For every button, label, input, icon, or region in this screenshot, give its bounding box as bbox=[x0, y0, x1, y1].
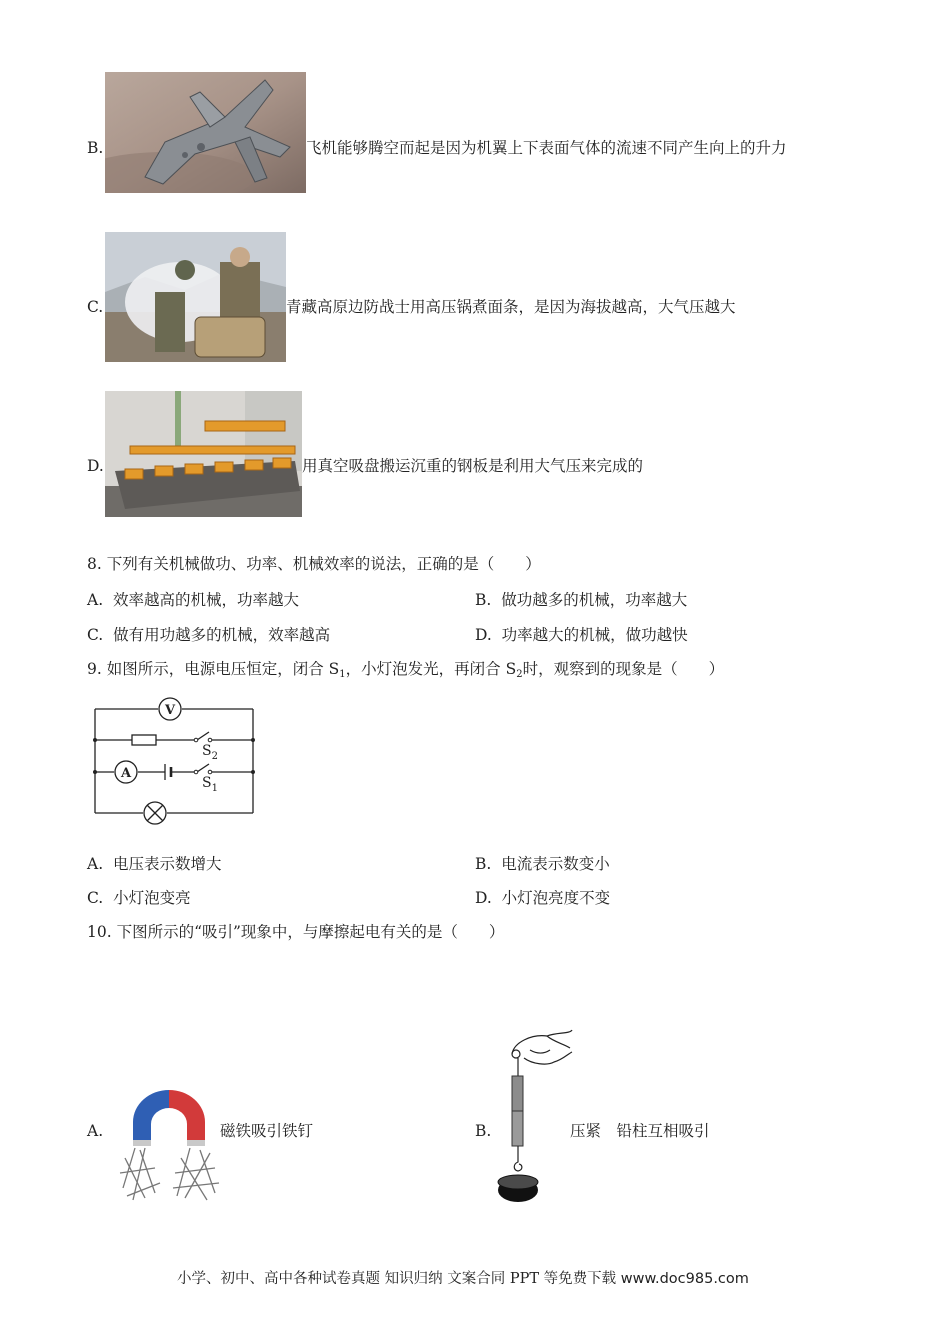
page-footer bbox=[177, 1269, 749, 1289]
q9-stem-part: ，小灯泡发光，再闭合 S bbox=[345, 660, 517, 678]
s2-label: $S_2$ bbox=[202, 743, 218, 762]
option-letter: C. bbox=[87, 889, 104, 907]
option-text: 效率越高的机械，功率越大 bbox=[112, 591, 299, 609]
q8-option-b bbox=[475, 590, 687, 610]
option-letter: A. bbox=[87, 855, 104, 873]
subscript: 2 bbox=[516, 669, 523, 680]
option-letter: A. bbox=[87, 591, 104, 609]
q8-option-a bbox=[87, 590, 299, 610]
option-c-text: 青藏高原边防战士用高压锅煮面条，是因为海拔越高，大气压越大 bbox=[286, 298, 736, 316]
ammeter-label: A bbox=[120, 766, 132, 781]
subscript: 1 bbox=[339, 669, 346, 680]
option-text: 电压表示数增大 bbox=[112, 855, 222, 873]
s1-label: $S_1$ bbox=[202, 775, 218, 794]
footer-url[interactable]: www.doc985.com bbox=[620, 1271, 749, 1287]
option-letter: C. bbox=[87, 626, 104, 644]
q9-stem-part: 9. 如图所示，电源电压恒定，闭合 S bbox=[87, 660, 340, 678]
voltmeter-label: V bbox=[164, 703, 176, 718]
option-d-text: 用真空吸盘搬运沉重的钢板是利用大气压来完成的 bbox=[302, 457, 644, 475]
footer-text: 小学、初中、高中各种试卷真题 知识归纳 文案合同 PPT 等免费下载 bbox=[177, 1271, 617, 1287]
option-text: 小灯泡亮度不变 bbox=[501, 889, 611, 907]
lead-cylinders-image bbox=[492, 1024, 577, 1208]
q10-stem: 10. 下图所示的“吸引”现象中，与摩擦起电有关的是（ ） bbox=[87, 923, 505, 941]
q8-stem: 8. 下列有关机械做功、功率、机械效率的说法，正确的是（ ） bbox=[87, 555, 541, 573]
q8-option-c bbox=[87, 625, 330, 645]
option-letter: D. bbox=[475, 889, 492, 907]
circuit-diagram bbox=[85, 693, 270, 833]
soldiers-cooking-image bbox=[105, 232, 286, 362]
option-letter: B. bbox=[475, 591, 492, 609]
q8-option-d bbox=[475, 625, 688, 645]
option-text: 做有用功越多的机械，效率越高 bbox=[113, 626, 331, 644]
q10-option-a-text: 磁铁吸引铁钉 bbox=[220, 1122, 314, 1140]
fighter-jet-image bbox=[105, 72, 306, 193]
q9-option-d bbox=[475, 888, 610, 908]
q9-option-b bbox=[475, 854, 610, 874]
q10-option-a-letter: A. bbox=[87, 1122, 104, 1140]
q10-option-b-text: 压紧 铅柱互相吸引 bbox=[570, 1122, 710, 1140]
option-letter-b: B. bbox=[87, 139, 104, 157]
option-letter-d: D. bbox=[87, 457, 104, 475]
vacuum-lifter-image bbox=[105, 391, 302, 517]
option-text: 电流表示数变小 bbox=[501, 855, 610, 873]
q9-stem-part: 时，观察到的现象是（ ） bbox=[522, 660, 725, 678]
option-text: 做功越多的机械，功率越大 bbox=[501, 591, 688, 609]
option-text: 功率越大的机械，做功越快 bbox=[501, 626, 688, 644]
q9-stem bbox=[87, 659, 724, 679]
q10-option-b-letter: B. bbox=[475, 1122, 492, 1140]
option-text: 小灯泡变亮 bbox=[113, 889, 191, 907]
q9-option-c bbox=[87, 888, 191, 908]
option-letter-c: C. bbox=[87, 298, 104, 316]
option-letter: B. bbox=[475, 855, 492, 873]
q9-option-a bbox=[87, 854, 222, 874]
option-letter: D. bbox=[475, 626, 492, 644]
option-b-text: 飞机能够腾空而起是因为机翼上下表面气体的流速不同产生向上的升力 bbox=[306, 139, 787, 157]
horseshoe-magnet-image bbox=[115, 1088, 223, 1203]
